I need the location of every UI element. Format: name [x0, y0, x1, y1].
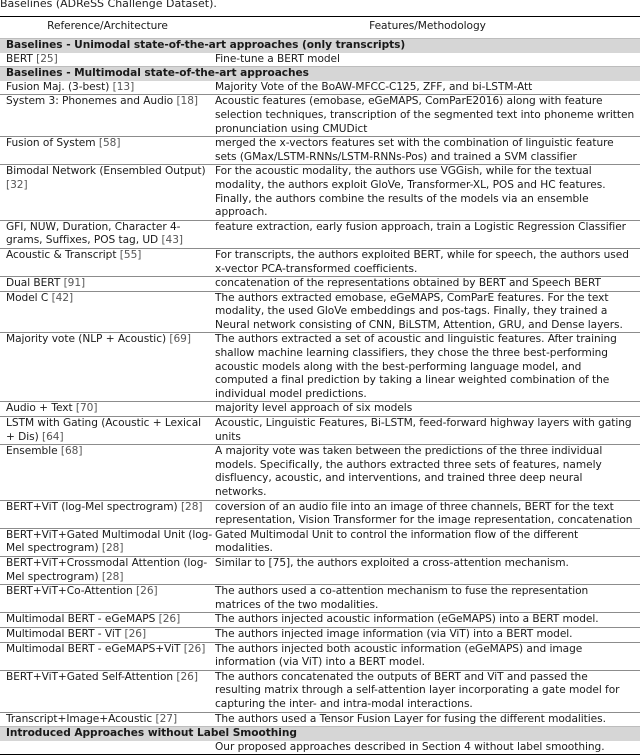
citation-link[interactable]: [43]: [161, 234, 184, 247]
reference-cell: [0, 248, 215, 276]
table-row: [0, 402, 640, 417]
reference-name: BERT+ViT+Crossmodal Attention (log-Mel spectrogram): [6, 556, 208, 583]
reference-cell: [0, 500, 215, 528]
reference-cell: [0, 712, 215, 727]
table-row: [0, 627, 640, 642]
table-row: [0, 741, 640, 755]
reference-cell: [0, 585, 215, 613]
methodology-cell: coversion of an audio file into an image of three channels, BERT for the text representation, Vision Transformer for the image representation, concatenation: [215, 500, 640, 528]
methodology-cell: The authors used a co-attention mechanism to fuse the representation matrices of the two modalities.: [215, 585, 640, 613]
methodology-cell: majority level approach of six models: [215, 402, 640, 417]
methodology-cell: The authors injected acoustic information (eGeMAPS) into a BERT model.: [215, 613, 640, 628]
methodology-cell: The authors concatenated the outputs of BERT and ViT and passed the resulting matrix through a self-attention layer incorporating a gate model for capturing the inter- and intra-modal interactions.: [215, 670, 640, 712]
table-row: [0, 712, 640, 727]
methodology-cell: Acoustic features (emobase, eGeMAPS, ComParE2016) along with feature selection techniques, transcription of the segmented text into phoneme written pronunciation using CMUDict: [215, 95, 640, 137]
citation-link[interactable]: [70]: [75, 402, 98, 415]
citation-link[interactable]: [68]: [60, 445, 83, 458]
reference-name: BERT+ViT+Co-Attention: [6, 585, 133, 598]
methodology-cell: A majority vote was taken between the predictions of the three individual models. Specifically, the authors extracted three sets of features, namely disfluency, acoustic, and interventions, and trained three deep neural networks.: [215, 445, 640, 500]
reference-cell: [0, 165, 215, 220]
citation-link[interactable]: [55]: [119, 248, 142, 261]
table-row: [0, 248, 640, 276]
baselines-table: [0, 16, 640, 755]
table-row: [0, 81, 640, 95]
methodology-cell: The authors injected both acoustic information (eGeMAPS) and image information (via ViT) into a BERT model.: [215, 642, 640, 670]
reference-cell: [0, 137, 215, 165]
methodology-cell: Similar to [75], the authors exploited a cross-attention mechanism.: [215, 556, 640, 584]
citation-link[interactable]: [32]: [6, 178, 28, 191]
citation-link[interactable]: [25]: [36, 52, 58, 65]
citation-link[interactable]: [26]: [183, 642, 206, 655]
table-row: [0, 528, 640, 556]
citation-link[interactable]: [18]: [176, 95, 198, 108]
section-header-row: [0, 727, 640, 741]
reference-cell: [0, 95, 215, 137]
reference-cell: [0, 81, 215, 95]
methodology-cell: Majority Vote of the BoAW-MFCC-C125, ZFF, and bi-LSTM-Att: [215, 80, 533, 93]
reference-name: Dual BERT: [6, 277, 61, 290]
methodology-cell: For the acoustic modality, the authors use VGGish, while for the textual modality, the authors exploit GloVe, Transformer-XL, POS and HC features. Finally, the authors combine the results of the models via an ensemble approach.: [215, 165, 640, 220]
reference-cell: [0, 417, 215, 445]
reference-cell: [0, 741, 215, 755]
reference-cell: [0, 613, 215, 628]
reference-cell: [0, 402, 215, 417]
citation-link[interactable]: [64]: [42, 430, 64, 443]
citation-link[interactable]: [26]: [158, 613, 181, 626]
methodology-cell: Our proposed approaches described in Section 4 without label smoothing.: [215, 741, 640, 755]
reference-name: Audio + Text: [6, 402, 73, 415]
table-row: [0, 585, 640, 613]
table-caption: Baselines (ADReSS Challenge Dataset).: [0, 0, 217, 10]
reference-name: Transcript+Image+Acoustic: [6, 712, 153, 725]
methodology-cell: Fine-tune a BERT model: [215, 52, 340, 65]
citation-link[interactable]: [26]: [176, 670, 198, 683]
methodology-cell: feature extraction, early fusion approach, train a Logistic Regression Classifier: [215, 220, 640, 248]
table-row: [0, 556, 640, 584]
reference-name: Model C: [6, 291, 49, 304]
table-row: [0, 613, 640, 628]
citation-link[interactable]: [28]: [180, 500, 203, 513]
table-row: [0, 291, 640, 333]
table-row: [0, 95, 640, 137]
header-features-methodology: Features/Methodology: [369, 20, 486, 33]
methodology-cell: The authors extracted emobase, eGeMAPS, ComParE features. For the text modality, the used GloVe embeddings and pos-tags. Finally, they trained a Neural network consisting of CNN, BiLSTM, Attention, GRU, and Dense layers.: [215, 291, 640, 333]
table-row: [0, 137, 640, 165]
reference-name: LSTM with Gating (Acoustic + Lexical + Dis): [6, 417, 202, 443]
table-row: [0, 670, 640, 712]
reference-cell: [0, 670, 215, 712]
reference-name: Majority vote (NLP + Acoustic): [6, 333, 167, 346]
reference-cell: [0, 277, 215, 292]
reference-name: Bimodal Network (Ensembled Output): [6, 165, 206, 178]
citation-link[interactable]: [26]: [136, 585, 158, 598]
table-body: [0, 39, 640, 755]
table-row: [0, 333, 640, 402]
reference-cell: [0, 333, 215, 402]
reference-name: Multimodal BERT - ViT: [6, 627, 122, 640]
table-row: [0, 165, 640, 220]
table-row: [0, 53, 640, 67]
reference-name: Fusion of System: [6, 137, 96, 150]
reference-name: Acoustic & Transcript: [6, 248, 117, 261]
reference-name: BERT+ViT+Gated Self-Attention: [6, 670, 174, 683]
reference-cell: [0, 220, 215, 248]
citation-link[interactable]: [28]: [101, 570, 124, 583]
reference-cell: [0, 627, 215, 642]
table-row: [0, 220, 640, 248]
reference-cell: [0, 528, 215, 556]
reference-name: Ensemble: [6, 445, 58, 458]
header-reference-architecture: Reference/Architecture: [47, 20, 168, 33]
reference-name: Multimodal BERT - eGeMAPS+ViT: [6, 642, 181, 655]
table-header-row: [0, 17, 640, 39]
reference-name: GFI, NUW, Duration, Character 4-grams, Suffixes, POS tag, UD: [6, 220, 181, 247]
methodology-cell: The authors extracted a set of acoustic and linguistic features. After training shallow machine learning classifiers, they chose the three best-performing acoustic models along with the best-performing language model, and computed a final prediction by taking a linear weighted combination of the individual model predictions.: [215, 333, 640, 402]
citation-link[interactable]: [69]: [169, 333, 191, 346]
methodology-cell: The authors used a Tensor Fusion Layer for fusing the different modalities.: [215, 712, 640, 727]
citation-link[interactable]: [26]: [124, 627, 147, 640]
reference-cell: [0, 53, 215, 67]
table-row: [0, 500, 640, 528]
reference-cell: [0, 445, 215, 500]
table-row: [0, 642, 640, 670]
section-header-row: [0, 39, 640, 53]
reference-name: BERT+ViT+Gated Multimodal Unit (log-Mel spectrogram): [6, 528, 213, 555]
table-row: [0, 445, 640, 500]
reference-cell: [0, 556, 215, 584]
section-title: Baselines - Multimodal state-of-the-art approaches: [0, 67, 640, 81]
methodology-cell: The authors injected image information (via ViT) into a BERT model.: [215, 627, 640, 642]
citation-link[interactable]: [13]: [112, 80, 135, 93]
methodology-cell: Gated Multimodal Unit to control the information flow of the different modalities.: [215, 528, 640, 556]
citation-link[interactable]: [91]: [63, 277, 86, 290]
section-title: Introduced Approaches without Label Smoothing: [0, 727, 640, 741]
citation-link[interactable]: [27]: [155, 712, 178, 725]
reference-name: BERT+ViT (log-Mel spectrogram): [6, 500, 178, 513]
methodology-cell: Acoustic, Linguistic Features, Bi-LSTM, feed-forward highway layers with gating units: [215, 417, 640, 445]
section-title: Baselines - Unimodal state-of-the-art approaches (only transcripts): [0, 39, 640, 53]
reference-name: BERT: [6, 52, 33, 65]
reference-cell: [0, 642, 215, 670]
citation-link[interactable]: [42]: [51, 291, 74, 304]
reference-name: Fusion Maj. (3-best): [6, 80, 110, 93]
table-row: [0, 277, 640, 292]
methodology-cell: For transcripts, the authors exploited BERT, while for speech, the authors used x-vector PCA-transformed coefficients.: [215, 248, 640, 276]
reference-name: System 3: Phonemes and Audio: [6, 95, 174, 108]
reference-cell: [0, 291, 215, 333]
citation-link[interactable]: [58]: [98, 137, 121, 150]
reference-name: Multimodal BERT - eGeMAPS: [6, 613, 156, 626]
methodology-cell: concatenation of the representations obtained by BERT and Speech BERT: [215, 277, 640, 292]
citation-link[interactable]: [28]: [101, 542, 124, 555]
section-header-row: [0, 67, 640, 81]
methodology-cell: merged the x-vectors features set with the combination of linguistic feature sets (GMax/LSTM-RNNs/LSTM-RNNs-Pos) and trained a SVM classifier: [215, 137, 640, 165]
table-row: [0, 417, 640, 445]
